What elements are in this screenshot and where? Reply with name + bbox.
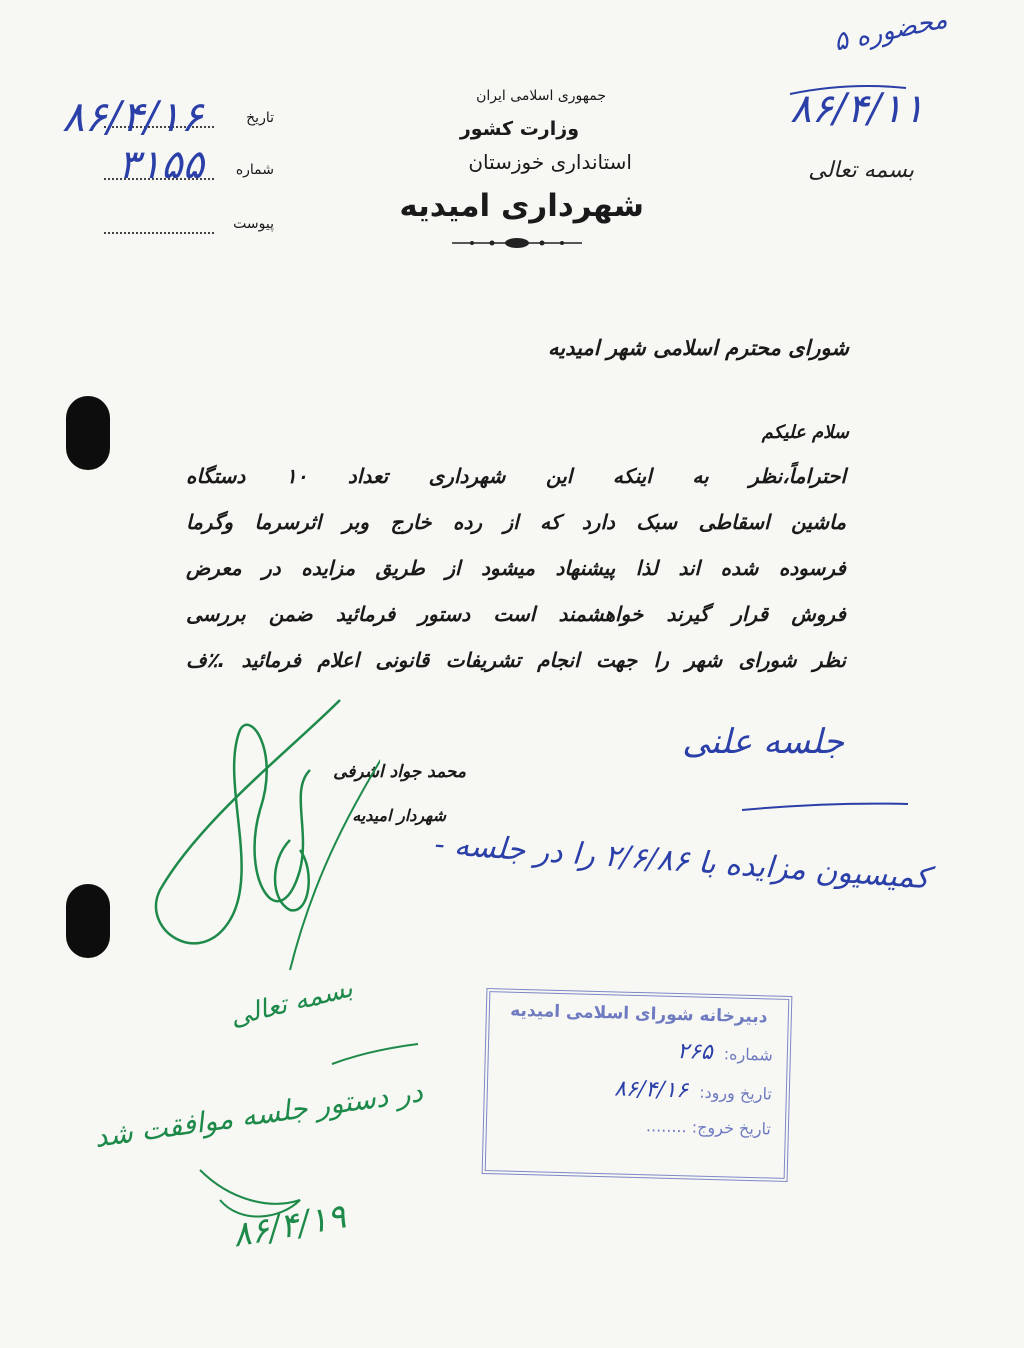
stamp-number-value: ۲۶۵ (676, 1039, 714, 1065)
number-label: شماره (235, 162, 274, 178)
stamp-number-row (503, 1034, 774, 1066)
handwritten-note: محضوره ۵ (831, 4, 950, 58)
municipality-title: شهرداری امیدیه (399, 188, 644, 224)
stamp-exit-label: تاریخ خروج: (691, 1117, 772, 1139)
attachment-label: پیوست (233, 216, 274, 232)
greeting: سلام علیکم (761, 422, 849, 443)
stamp-entry-value: ۸۶/۴/۱۶ (613, 1076, 689, 1104)
green-handwritten-date: ۸۶/۴/۱۹ (229, 1196, 349, 1256)
green-stroke-icon (330, 1040, 420, 1070)
attachment-field (104, 216, 284, 238)
stamp-exit-row (501, 1112, 771, 1138)
blue-underline-icon (740, 798, 910, 814)
body-line: نظر شورای شهر را جهت انجام تشریفات قانونی اعلام فرمائید .٪ف (186, 648, 846, 672)
stamp-title: دبیرخانه شورای اسلامی امیدیه (510, 1000, 768, 1028)
republic-line: جمهوری اسلامی ایران (476, 88, 606, 104)
handwritten-date: ۸۶/۴/۱۶ (62, 92, 204, 141)
green-note-bismillah: بسمه تعالی (227, 973, 356, 1033)
salutation: شورای محترم اسلامی شهر امیدیه (548, 336, 849, 360)
attachment-dots (104, 232, 214, 234)
body-line: فروش قرار گیرند خواهشمند است دستور فرمائید ضمن بررسی (186, 602, 846, 626)
stamp-entry-label: تاریخ ورود: (698, 1082, 773, 1104)
body-line: احتراماً،نظر به اینکه این شهرداری تعداد ۱۰ دستگاه (186, 464, 847, 488)
handwritten-top-date: ۸۶/۴/۱۱ (790, 86, 925, 132)
ministry-line: وزارت کشور (459, 118, 579, 140)
punch-hole-top (66, 396, 110, 470)
stamp-number-label: شماره: (723, 1044, 774, 1065)
handwritten-right-note: جلسه علنی (682, 722, 844, 762)
signer-title: شهردار امیدیه (352, 806, 446, 825)
date-label: تاریخ (246, 110, 274, 126)
handwritten-referral: کمیسیون مزایده با ۲/۶/۸۶ را در جلسه - (433, 826, 931, 897)
punch-hole-bottom (66, 884, 110, 958)
signer-name: محمد جواد اشرفی (333, 762, 466, 782)
green-signature-icon (140, 690, 380, 990)
handwritten-number: ۳۱۵۵ (118, 142, 204, 188)
stamp-exit-value: ........ (645, 1116, 687, 1137)
governorate-line: استانداری خوزستان (468, 150, 632, 174)
stamp-entry-row (502, 1073, 773, 1105)
green-note-approval: در دستور جلسه موافقت شد (92, 1075, 425, 1154)
underline-stroke-icon (788, 80, 908, 100)
registry-stamp (482, 988, 793, 1182)
body-line: فرسوده شده اند لذا پیشنهاد میشود از طریق مزایده در معرض (186, 556, 846, 580)
ornament-divider-icon (452, 232, 582, 254)
bismillah-note: بسمه تعالی (808, 158, 914, 183)
body-line: ماشین اسقاطی سبک دارد که از رده خارج وبر اثرسرما وگرما (186, 510, 846, 534)
